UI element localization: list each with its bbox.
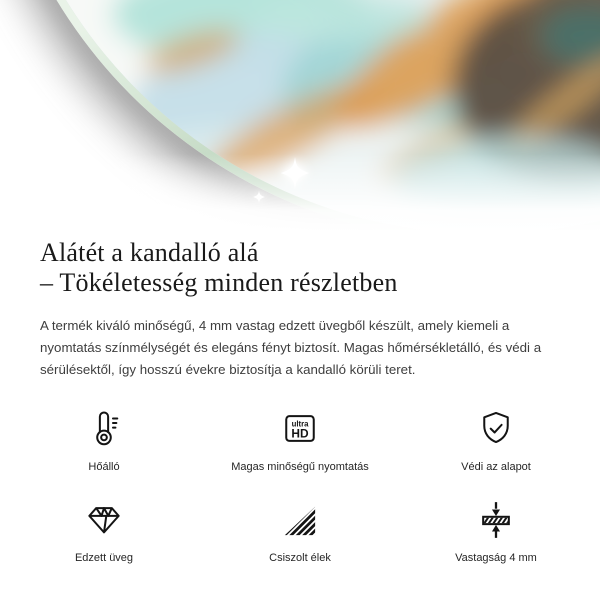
title-line-2: – Tökéletesség minden részletben [40, 268, 398, 297]
marble-artwork-image [0, 0, 600, 232]
feature-label: Hőálló [88, 461, 120, 473]
feature-grid [6, 407, 594, 565]
feature-icon-box [278, 498, 322, 542]
thickness-icon [474, 498, 518, 542]
product-image-section [0, 0, 600, 232]
feature-icon-box [278, 407, 322, 451]
glass-disc [0, 0, 600, 232]
sparkle-glint-icon [278, 156, 312, 190]
feature-polished-edges [202, 498, 398, 565]
shield-check-icon [474, 407, 518, 451]
polished-edges-icon [278, 498, 322, 542]
feature-tempered-glass [6, 498, 202, 565]
feature-high-quality-print [202, 407, 398, 474]
feature-label: Csiszolt élek [269, 552, 331, 564]
page-title [40, 238, 560, 298]
ultra-hd-badge-top: ultra [291, 419, 309, 429]
sparkle-glint-small-icon [252, 190, 266, 204]
feature-icon-box [82, 498, 126, 542]
feature-icon-box [82, 407, 126, 451]
feature-thickness-4mm [398, 498, 594, 565]
ultra-hd-icon [278, 407, 322, 451]
feature-icon-box [474, 498, 518, 542]
title-line-1: Alátét a kandalló alá [40, 238, 259, 267]
feature-icon-box [474, 407, 518, 451]
feature-label: Vastagság 4 mm [455, 552, 537, 564]
thermometer-icon [82, 407, 126, 451]
product-description-section [0, 232, 600, 565]
product-description: A termék kiváló minőségű, 4 mm vastag edzett üvegből készült, amely kiemeli a nyomtatás színmélységét és elegáns fényt biztosít. Magas hőmérsékletálló, és védi a sérülésektől, így hosszú évekre biztosítja a kandalló körüli teret. [40, 318, 542, 377]
feature-label: Edzett üveg [74, 552, 134, 564]
feature-heat-resistant [6, 407, 202, 474]
diamond-icon [82, 498, 126, 542]
glass-disc-artwork [0, 0, 600, 232]
feature-label: Magas minőségű nyomtatás [231, 461, 369, 473]
feature-label: Védi az alapot [461, 461, 531, 473]
feature-protects-base [398, 407, 594, 474]
ultra-hd-badge-bottom: HD [291, 426, 309, 441]
